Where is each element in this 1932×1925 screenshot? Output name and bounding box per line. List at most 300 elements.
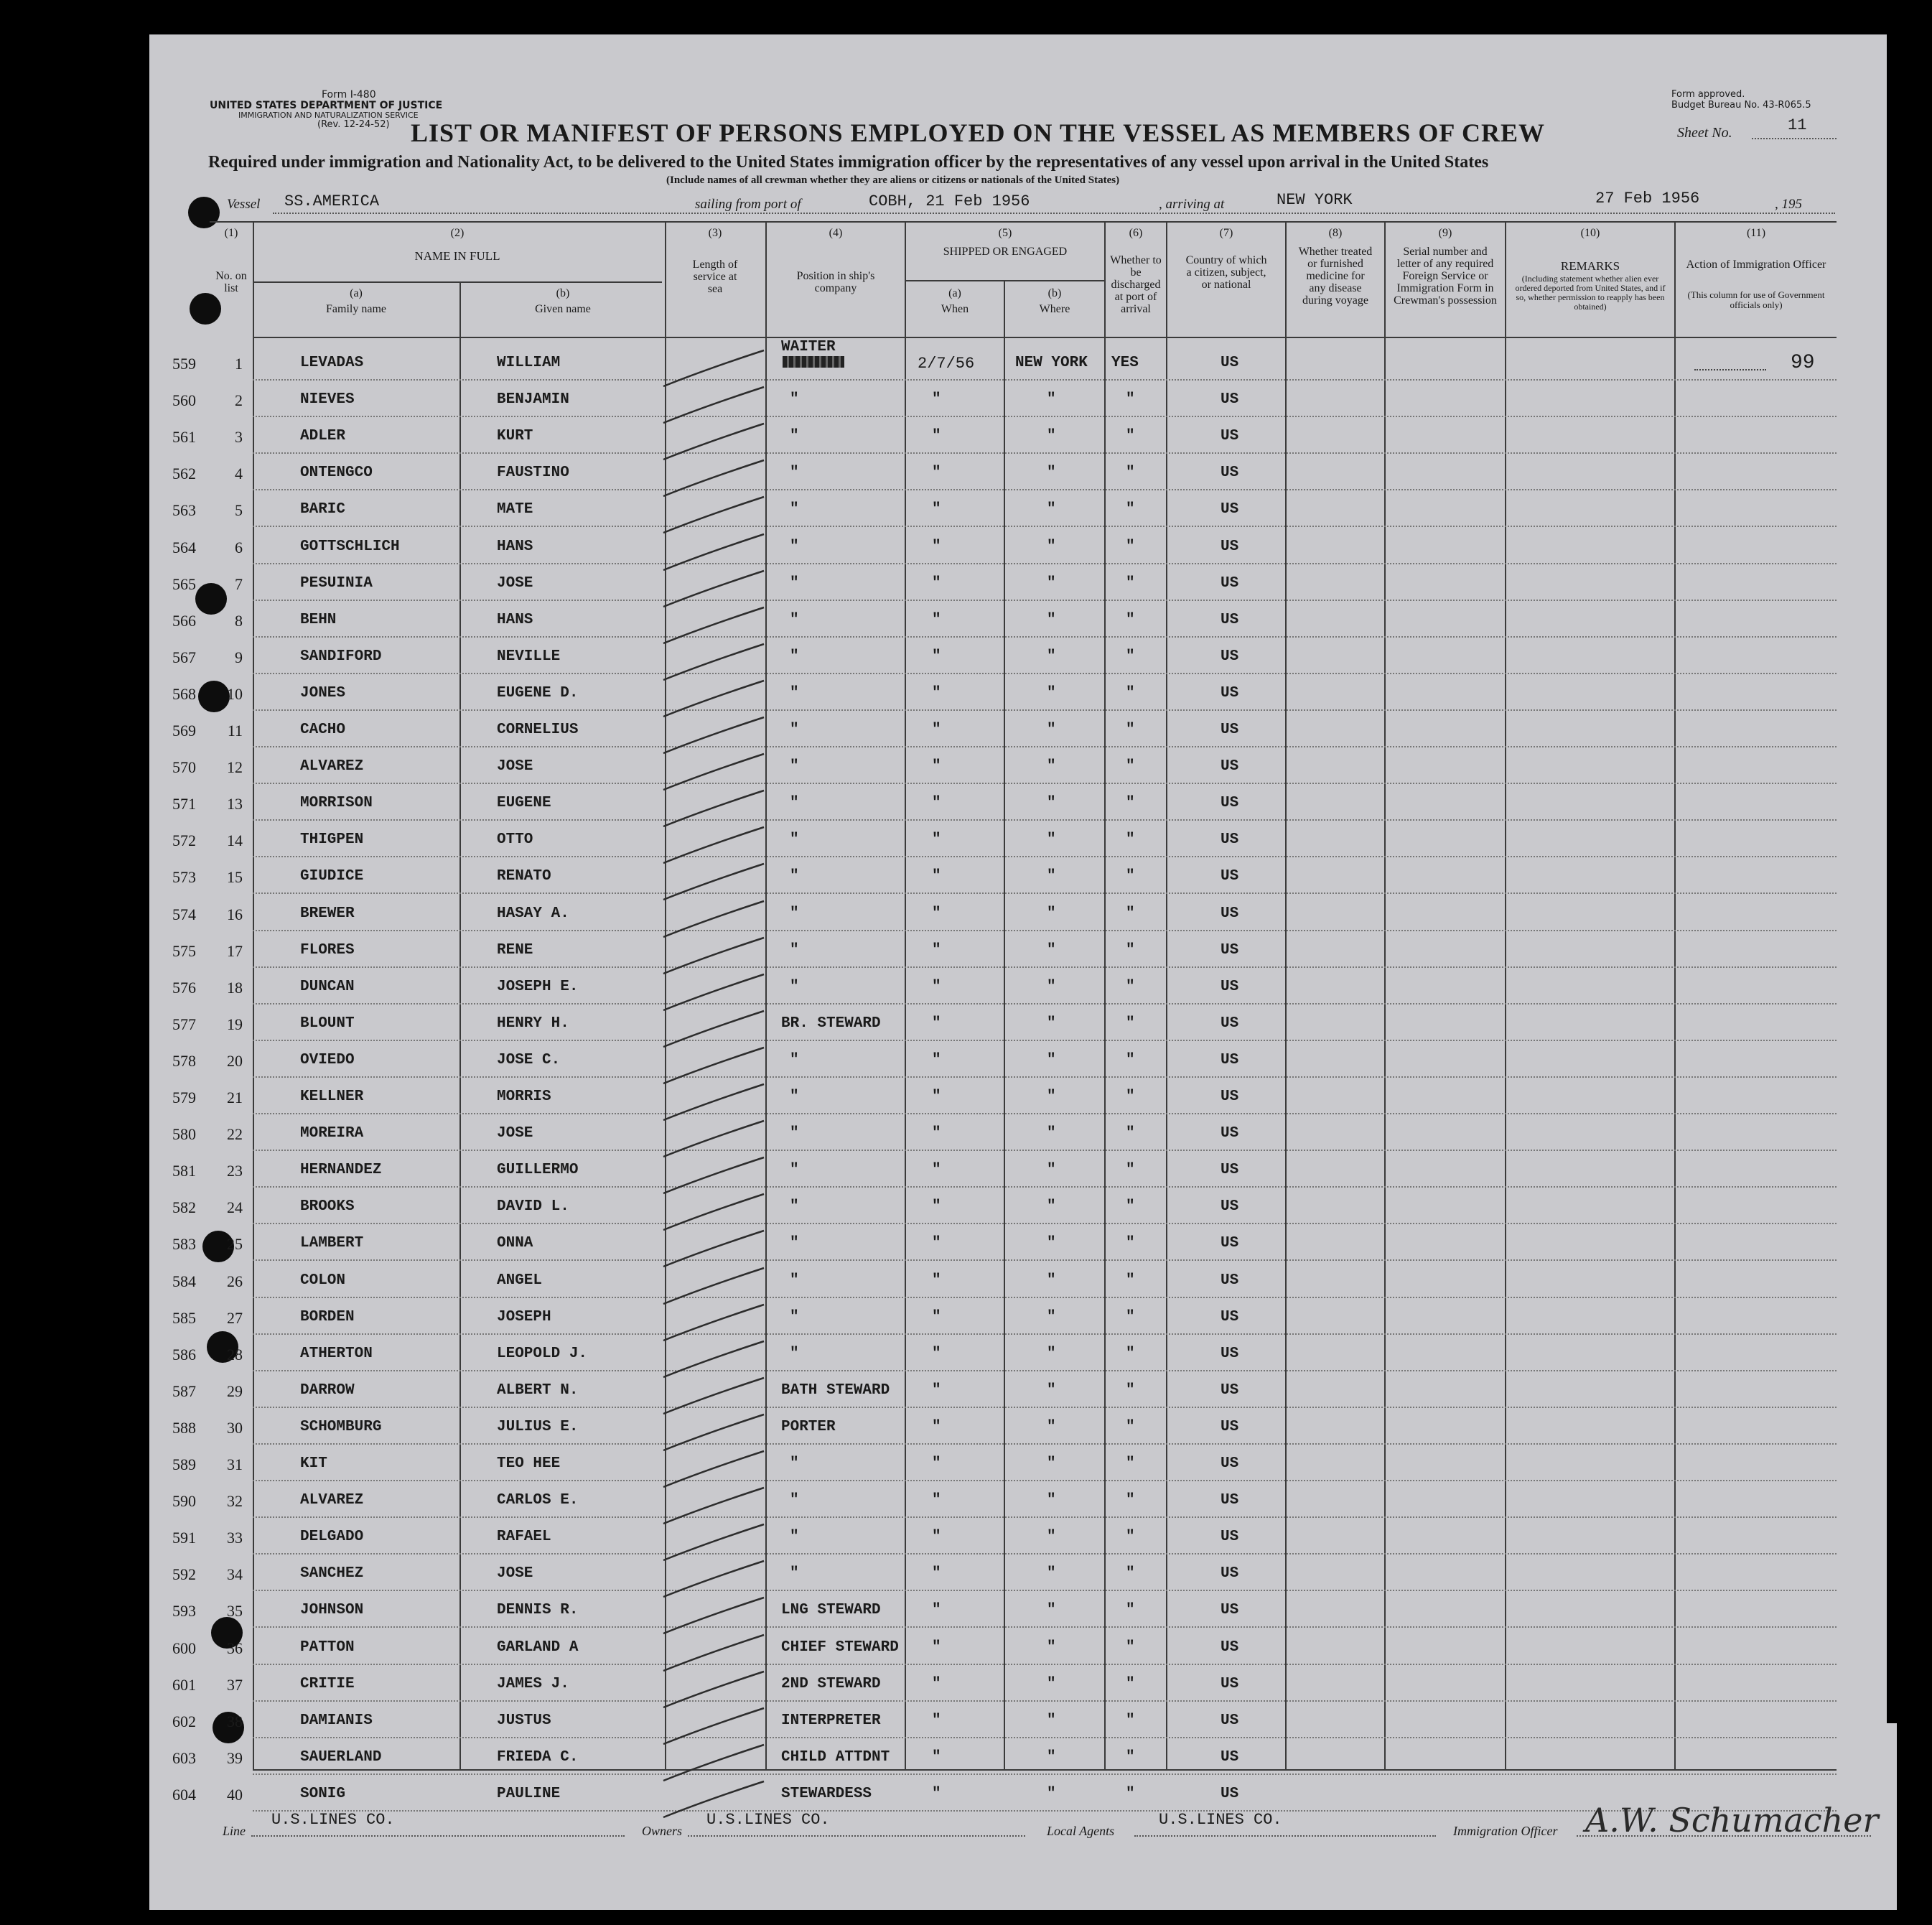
shipped-where: ": [1047, 612, 1056, 628]
serial-number: 592: [172, 1565, 196, 1583]
list-number: 27: [227, 1309, 243, 1327]
discharged: ": [1126, 1419, 1135, 1435]
serial-number: 589: [172, 1455, 196, 1473]
col5-header: SHIPPED OR ENGAGED: [943, 246, 1068, 258]
row-divider: [253, 1040, 1837, 1041]
discharged: ": [1126, 1382, 1135, 1399]
country: US: [1221, 575, 1239, 592]
position: STEWARDESS: [781, 1786, 872, 1802]
list-number: 13: [227, 795, 243, 813]
country: US: [1221, 1602, 1239, 1618]
given-name: NEVILLE: [497, 648, 561, 665]
col11-number: (11): [1746, 227, 1766, 239]
row-divider: [253, 1297, 1837, 1298]
list-number: 37: [227, 1676, 243, 1694]
sailing-from: COBH, 21 Feb 1956: [869, 192, 1030, 210]
family-name: JONES: [300, 685, 346, 702]
serial-number: 559: [172, 355, 196, 373]
given-name: MORRIS: [497, 1089, 551, 1105]
shipped-where: ": [1047, 465, 1056, 481]
row-divider: [253, 1700, 1837, 1702]
position: ": [790, 1235, 799, 1252]
serial-number: 585: [172, 1309, 196, 1327]
list-number: 28: [227, 1346, 243, 1364]
page-title: LIST OR MANIFEST OF PERSONS EMPLOYED ON THE VESSEL AS MEMBERS OF CREW: [411, 118, 1545, 147]
discharged: ": [1126, 428, 1135, 444]
position: ": [790, 575, 799, 592]
country: US: [1221, 905, 1239, 922]
list-number: 17: [227, 942, 243, 960]
row-divider: [253, 600, 1837, 601]
shipped-when: ": [932, 1089, 941, 1105]
shipped-where: ": [1047, 1125, 1056, 1142]
country: US: [1221, 795, 1239, 811]
discharged: ": [1126, 1125, 1135, 1142]
list-number: 19: [227, 1015, 243, 1033]
shipped-when: ": [932, 1749, 941, 1766]
serial-number: 593: [172, 1602, 196, 1620]
serial-number: 574: [172, 905, 196, 923]
given-name: ONNA: [497, 1235, 533, 1252]
list-number: 6: [235, 539, 243, 556]
department: UNITED STATES DEPARTMENT OF JUSTICE: [210, 100, 443, 111]
country: US: [1221, 501, 1239, 518]
col3-number: (3): [708, 227, 722, 239]
position: ": [790, 868, 799, 885]
shipped-when: ": [932, 1052, 941, 1068]
given-name: JOSEPH E.: [497, 979, 579, 995]
col1-number: (1): [224, 227, 238, 239]
list-number: 21: [227, 1089, 243, 1106]
shipped-where: ": [1047, 391, 1056, 408]
service: IMMIGRATION AND NATURALIZATION SERVICE: [238, 111, 419, 120]
family-name: SAUERLAND: [300, 1749, 382, 1766]
shipped-where: ": [1047, 1529, 1056, 1545]
position: CHIEF STEWARD: [781, 1639, 899, 1656]
form-approved: Form approved.: [1671, 89, 1745, 100]
shipped-where: ": [1047, 1382, 1056, 1399]
discharged: ": [1126, 979, 1135, 995]
position: ": [790, 501, 799, 518]
given-name: RENE: [497, 942, 533, 959]
col5a-header: When: [941, 303, 969, 315]
family-name: ONTENGCO: [300, 465, 373, 481]
shipped-when: ": [932, 1712, 941, 1729]
discharged: ": [1126, 575, 1135, 592]
position: 2ND STEWARD: [781, 1676, 881, 1692]
given-name: JAMES J.: [497, 1676, 569, 1692]
family-name: DARROW: [300, 1382, 355, 1399]
discharged: ": [1126, 391, 1135, 408]
discharged: ": [1126, 1162, 1135, 1178]
col11-header: Action of Immigration Officer: [1686, 258, 1826, 271]
shipped-where: ": [1047, 905, 1056, 922]
sailing-label: sailing from port of: [695, 197, 801, 212]
row-divider: [253, 1076, 1837, 1078]
sheet-number: 11: [1788, 116, 1807, 134]
given-name: GUILLERMO: [497, 1162, 579, 1178]
shipped-where: ": [1047, 1676, 1056, 1692]
discharged: ": [1126, 539, 1135, 555]
discharged: ": [1126, 1346, 1135, 1362]
country: US: [1221, 355, 1239, 371]
country: US: [1221, 612, 1239, 628]
shipped-where: ": [1047, 722, 1056, 738]
col5a-letter: (a): [948, 287, 961, 299]
family-name: ATHERTON: [300, 1346, 373, 1362]
shipped-when: ": [932, 575, 941, 592]
row-divider: [253, 526, 1837, 527]
discharged: ": [1126, 1309, 1135, 1325]
list-number: 11: [227, 722, 243, 740]
shipped-when: ": [932, 1492, 941, 1509]
shipped-when: ": [932, 539, 941, 555]
given-name: RAFAEL: [497, 1529, 551, 1545]
family-name: FLORES: [300, 942, 355, 959]
col4-header: Position in ship's company: [796, 270, 875, 294]
list-number: 16: [227, 905, 243, 923]
country: US: [1221, 1015, 1239, 1032]
given-name: CARLOS E.: [497, 1492, 579, 1509]
discharged: ": [1126, 1712, 1135, 1729]
serial-number: 604: [172, 1786, 196, 1804]
given-name: LEOPOLD J.: [497, 1346, 588, 1362]
list-number: 20: [227, 1052, 243, 1070]
row-divider: [253, 379, 1837, 381]
vessel-label: Vessel: [227, 197, 261, 212]
annotation-99: 99: [1791, 352, 1815, 374]
owners-label: Owners: [642, 1824, 683, 1838]
arriving-at: NEW YORK: [1277, 191, 1353, 209]
position: ": [790, 1565, 799, 1582]
col2a-header: Family name: [326, 303, 386, 315]
shipped-when: ": [932, 1565, 941, 1582]
position: WAITER: [781, 339, 836, 355]
given-name: CORNELIUS: [497, 722, 579, 738]
serial-number: 577: [172, 1015, 196, 1033]
col2a-letter: (a): [350, 287, 363, 299]
serial-number: 603: [172, 1749, 196, 1767]
position: ": [790, 905, 799, 922]
shipped-when: ": [932, 868, 941, 885]
country: US: [1221, 831, 1239, 848]
shipped-where: ": [1047, 1639, 1056, 1656]
shipped-where: ": [1047, 1712, 1056, 1729]
serial-number: 578: [172, 1052, 196, 1070]
given-name: JOSE: [497, 758, 533, 775]
struck-text: [783, 356, 844, 368]
shipped-when: ": [932, 1786, 941, 1802]
given-name: JOSEPH: [497, 1309, 551, 1325]
serial-number: 588: [172, 1419, 196, 1437]
row-divider: [253, 966, 1837, 968]
vessel-name: SS.AMERICA: [284, 192, 380, 210]
shipped-when: ": [932, 831, 941, 848]
budget-bureau: Budget Bureau No. 43-R065.5: [1671, 100, 1811, 111]
country: US: [1221, 1786, 1239, 1802]
shipped-when: ": [932, 1125, 941, 1142]
line-value: U.S.LINES CO.: [271, 1811, 395, 1829]
discharged: ": [1126, 1676, 1135, 1692]
col6-header: Whether to be discharged at port of arrival: [1110, 254, 1162, 315]
col9-number: (9): [1438, 227, 1452, 239]
agents-value: U.S.LINES CO.: [1159, 1811, 1282, 1829]
family-name: ALVAREZ: [300, 758, 364, 775]
shipped-where: NEW YORK: [1015, 355, 1088, 371]
row-divider: [253, 819, 1837, 821]
serial-number: 580: [172, 1125, 196, 1143]
row-divider: [253, 489, 1837, 490]
shipped-when: ": [932, 501, 941, 518]
form-number: Form I-480: [322, 89, 376, 101]
country: US: [1221, 868, 1239, 885]
family-name: THIGPEN: [300, 831, 364, 848]
family-name: ADLER: [300, 428, 346, 444]
col6-number: (6): [1129, 227, 1143, 239]
manifest-sheet: [149, 34, 1887, 1910]
given-name: JOSE: [497, 1565, 533, 1582]
serial-number: 561: [172, 428, 196, 446]
serial-number: 564: [172, 539, 196, 556]
discharged: ": [1126, 1639, 1135, 1656]
serial-number: 569: [172, 722, 196, 740]
position: ": [790, 1125, 799, 1142]
serial-number: 581: [172, 1162, 196, 1180]
discharged: ": [1126, 942, 1135, 959]
shipped-when: ": [932, 1162, 941, 1178]
row-divider: [253, 1003, 1837, 1005]
shipped-where: ": [1047, 1309, 1056, 1325]
given-name: PAULINE: [497, 1786, 561, 1802]
col3-header: Length of service at sea: [692, 258, 738, 295]
country: US: [1221, 428, 1239, 444]
family-name: BLOUNT: [300, 1015, 355, 1032]
col2b-letter: (b): [556, 287, 570, 299]
row-divider: [253, 452, 1837, 454]
list-number: 9: [235, 648, 243, 666]
discharged: ": [1126, 1089, 1135, 1105]
serial-number: 571: [172, 795, 196, 813]
serial-number: 586: [172, 1346, 196, 1364]
family-name: SANDIFORD: [300, 648, 382, 665]
family-name: DELGADO: [300, 1529, 364, 1545]
shipped-where: ": [1047, 758, 1056, 775]
col5b-letter: (b): [1047, 287, 1062, 299]
position: ": [790, 391, 799, 408]
shipped-when: ": [932, 1639, 941, 1656]
shipped-when: ": [932, 942, 941, 959]
position: ": [790, 1198, 799, 1215]
discharged: YES: [1111, 355, 1139, 371]
serial-number: 575: [172, 942, 196, 960]
list-number: 7: [235, 575, 243, 593]
family-name: LEVADAS: [300, 355, 364, 371]
country: US: [1221, 1455, 1239, 1472]
given-name: FRIEDA C.: [497, 1749, 579, 1766]
shipped-where: ": [1047, 648, 1056, 665]
col2-number: (2): [450, 227, 465, 239]
family-name: GIUDICE: [300, 868, 364, 885]
row-divider: [253, 1150, 1837, 1151]
shipped-when: ": [932, 1346, 941, 1362]
country: US: [1221, 1529, 1239, 1545]
family-name: DUNCAN: [300, 979, 355, 995]
year-suffix: , 195: [1775, 197, 1802, 212]
family-name: BARIC: [300, 501, 346, 518]
shipped-where: ": [1047, 539, 1056, 555]
col8-header: Whether treated or furnished medicine for any disease during voyage: [1298, 246, 1373, 307]
officer-signature: A.W. Schumacher: [1585, 1801, 1879, 1840]
shipped-where: ": [1047, 979, 1056, 995]
col5-number: (5): [998, 227, 1012, 239]
discharged: ": [1126, 722, 1135, 738]
given-name: HANS: [497, 539, 533, 555]
list-number: 1: [235, 355, 243, 373]
list-number: 24: [227, 1198, 243, 1216]
family-name: BROOKS: [300, 1198, 355, 1215]
position: ": [790, 831, 799, 848]
discharged: ": [1126, 1235, 1135, 1252]
country: US: [1221, 1492, 1239, 1509]
row-divider: [253, 783, 1837, 784]
given-name: RENATO: [497, 868, 551, 885]
shipped-when: ": [932, 1455, 941, 1472]
row-divider: [253, 930, 1837, 931]
shipped-where: ": [1047, 1052, 1056, 1068]
position: ": [790, 722, 799, 738]
family-name: HERNANDEZ: [300, 1162, 382, 1178]
list-number: 33: [227, 1529, 243, 1547]
list-number: 39: [227, 1749, 243, 1767]
col5b-header: Where: [1039, 303, 1070, 315]
country: US: [1221, 648, 1239, 665]
serial-number: 570: [172, 758, 196, 776]
discharged: ": [1126, 868, 1135, 885]
shipped-where: ": [1047, 1749, 1056, 1766]
col2b-header: Given name: [535, 303, 591, 315]
shipped-when: ": [932, 1272, 941, 1289]
row-divider: [253, 1773, 1837, 1775]
serial-number: 601: [172, 1676, 196, 1694]
family-name: SANCHEZ: [300, 1565, 364, 1582]
given-name: ALBERT N.: [497, 1382, 579, 1399]
subtitle: Required under immigration and Nationality Act, to be delivered to the United States immigration officer by the representatives of any vessel upon arrival in the United States: [208, 153, 1489, 172]
country: US: [1221, 1162, 1239, 1178]
discharged: ": [1126, 831, 1135, 848]
list-number: 38: [227, 1712, 243, 1730]
shipped-when: ": [932, 1382, 941, 1399]
position: ": [790, 1052, 799, 1068]
given-name: EUGENE D.: [497, 685, 579, 702]
list-number: 8: [235, 612, 243, 630]
discharged: ": [1126, 795, 1135, 811]
shipped-where: ": [1047, 942, 1056, 959]
row-divider: [253, 1223, 1837, 1224]
country: US: [1221, 1419, 1239, 1435]
serial-number: 562: [172, 465, 196, 483]
row-divider: [253, 746, 1837, 747]
serial-number: 591: [172, 1529, 196, 1547]
shipped-where: ": [1047, 1015, 1056, 1032]
list-number: 4: [235, 465, 243, 483]
discharged: ": [1126, 1015, 1135, 1032]
country: US: [1221, 1125, 1239, 1142]
country: US: [1221, 1235, 1239, 1252]
row-divider: [253, 416, 1837, 417]
officer-label: Immigration Officer: [1453, 1824, 1558, 1838]
row-divider: [253, 673, 1837, 674]
country: US: [1221, 1712, 1239, 1729]
owners-value: U.S.LINES CO.: [706, 1811, 830, 1829]
row-divider: [253, 1443, 1837, 1445]
shipped-where: ": [1047, 1455, 1056, 1472]
shipped-when: ": [932, 1529, 941, 1545]
family-name: BORDEN: [300, 1309, 355, 1325]
given-name: JOSE C.: [497, 1052, 561, 1068]
serial-number: 584: [172, 1272, 196, 1290]
arriving-label: , arriving at: [1159, 197, 1225, 212]
given-name: DAVID L.: [497, 1198, 569, 1215]
shipped-where: ": [1047, 1419, 1056, 1435]
annotation-dash: [1694, 369, 1766, 370]
country: US: [1221, 1052, 1239, 1068]
shipped-when: ": [932, 1676, 941, 1692]
family-name: PATTON: [300, 1639, 355, 1656]
shipped-when: ": [932, 1015, 941, 1032]
given-name: DENNIS R.: [497, 1602, 579, 1618]
row-divider: [253, 1590, 1837, 1591]
shipped-when: ": [932, 722, 941, 738]
shipped-when: ": [932, 1235, 941, 1252]
shipped-when: ": [932, 905, 941, 922]
position: ": [790, 979, 799, 995]
shipped-when: ": [932, 1309, 941, 1325]
given-name: BENJAMIN: [497, 391, 569, 408]
list-number: 35: [227, 1602, 243, 1620]
shipped-where: ": [1047, 685, 1056, 702]
col4-number: (4): [829, 227, 843, 239]
row-divider: [253, 1626, 1837, 1628]
position: ": [790, 758, 799, 775]
list-number: 25: [227, 1235, 243, 1253]
country: US: [1221, 1198, 1239, 1215]
col11-note: (This column for use of Government officials only): [1687, 289, 1825, 310]
position: ": [790, 1162, 799, 1178]
row-divider: [253, 636, 1837, 638]
serial-number: 563: [172, 501, 196, 519]
shipped-where: ": [1047, 831, 1056, 848]
list-number: 14: [227, 831, 243, 849]
given-name: JULIUS E.: [497, 1419, 579, 1435]
col7-number: (7): [1219, 227, 1233, 239]
row-divider: [253, 1553, 1837, 1555]
position: ": [790, 1455, 799, 1472]
shipped-where: ": [1047, 795, 1056, 811]
list-number: 2: [235, 391, 243, 409]
family-name: MOREIRA: [300, 1125, 364, 1142]
list-number: 31: [227, 1455, 243, 1473]
list-number: 23: [227, 1162, 243, 1180]
position: ": [790, 1272, 799, 1289]
row-divider: [253, 1516, 1837, 1518]
shipped-when: ": [932, 1602, 941, 1618]
shipped-when: ": [932, 648, 941, 665]
country: US: [1221, 1346, 1239, 1362]
col10-number: (10): [1580, 227, 1600, 239]
serial-number: 583: [172, 1235, 196, 1253]
list-number: 36: [227, 1639, 243, 1657]
country: US: [1221, 685, 1239, 702]
